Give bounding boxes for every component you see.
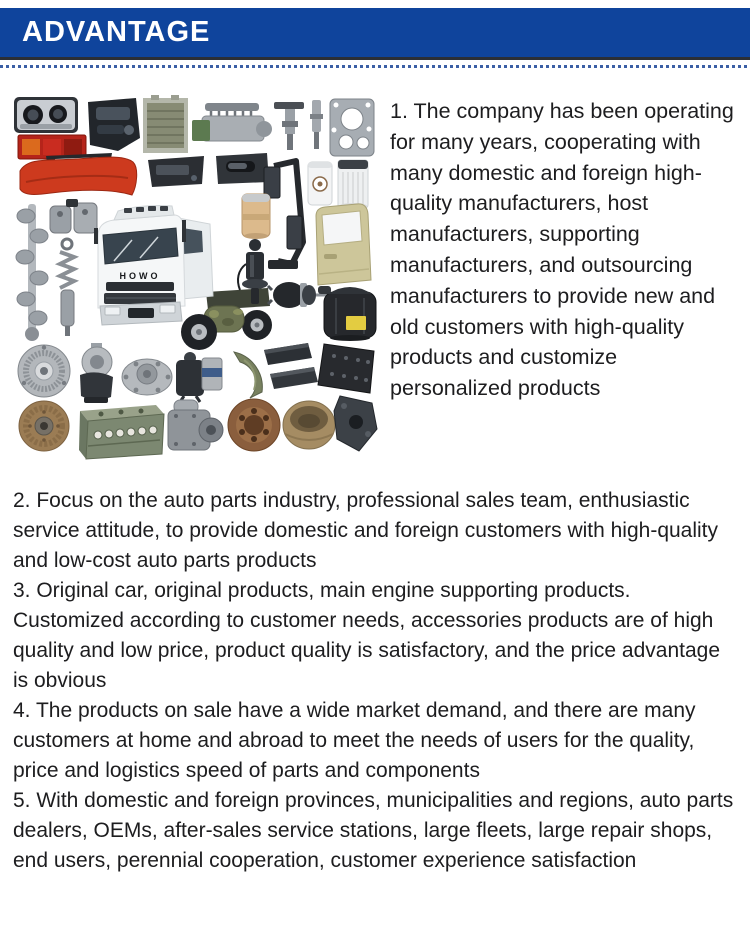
part-wheel-hub xyxy=(122,359,172,395)
part-door-handle-panel xyxy=(216,153,269,184)
section-title: ADVANTAGE xyxy=(22,16,211,48)
part-cab-door xyxy=(316,204,371,285)
advantage-list xyxy=(13,486,740,876)
dotted-divider xyxy=(0,65,750,68)
part-engine-mounts xyxy=(50,199,97,233)
part-steering-gearbox xyxy=(168,400,223,450)
part-headlight-chrome xyxy=(14,97,78,133)
part-injector-element xyxy=(274,102,304,150)
part-crankshaft xyxy=(16,204,48,341)
advantage-item-5: 5. With domestic and foreign provinces, municipalities and regions, auto parts dealers, OEMs, after-sales service stations, large fleets, large repair shops, end users, perennial cooperation, customer experience satisfaction xyxy=(13,789,734,872)
parts-collage-image xyxy=(6,94,398,480)
part-engine-block xyxy=(79,405,164,459)
part-clutch-disc xyxy=(19,401,69,451)
part-air-filter xyxy=(338,160,368,209)
part-fuel-injection-pump xyxy=(192,103,272,141)
part-wheel-hub-rusty xyxy=(228,399,280,451)
part-brake-pads xyxy=(264,343,318,389)
part-brake-lining xyxy=(318,344,374,393)
part-brake-chamber xyxy=(268,282,328,308)
part-clutch-pressure-plate xyxy=(18,345,70,397)
part-brake-shoe xyxy=(234,352,262,398)
hero-row xyxy=(0,94,750,482)
part-cylinder-head-gasket xyxy=(330,99,374,156)
part-caliper-bracket xyxy=(334,396,377,451)
part-fuel-injector xyxy=(310,100,323,149)
advantage-item-3: 3. Original car, original products, main engine supporting products. Customized according to customer needs, accessories products are of high quality and low price, product quality is satisfactory, and the price advantage is obvious xyxy=(13,579,721,692)
part-brake-drum xyxy=(283,401,335,449)
part-fuel-filter xyxy=(242,194,270,239)
part-air-dryer xyxy=(176,352,222,402)
advantage-banner xyxy=(0,8,750,60)
advantage-item-2: 2. Focus on the auto parts industry, professional sales team, enthusiastic service attitude, to provide domestic and foreign customers with high-quality and low-cost auto parts products xyxy=(13,489,719,572)
truck-brand-label: HOWO xyxy=(119,271,161,281)
advantage-section xyxy=(0,8,750,876)
part-led-headlight xyxy=(88,98,140,151)
advantage-item-4: 4. The products on sale have a wide market demand, and there are many customers at home and abroad to meet the needs of users for the quality, price and logistics speed of parts and components xyxy=(13,699,696,782)
part-oil-filter xyxy=(308,162,332,205)
part-shock-absorber xyxy=(60,239,74,336)
part-radiator xyxy=(143,95,188,153)
advantage-item-1: 1. The company has been operating for many years, cooperating with many domestic and foreign high-quality manufacturers, host manufacturers, supporting manufacturers, and outsourcing manufacturers to provide new and old customers with high-quality products and customize personalized products xyxy=(390,99,734,401)
part-fog-lamp-panel xyxy=(148,156,204,187)
part-turbocharger xyxy=(80,343,113,403)
